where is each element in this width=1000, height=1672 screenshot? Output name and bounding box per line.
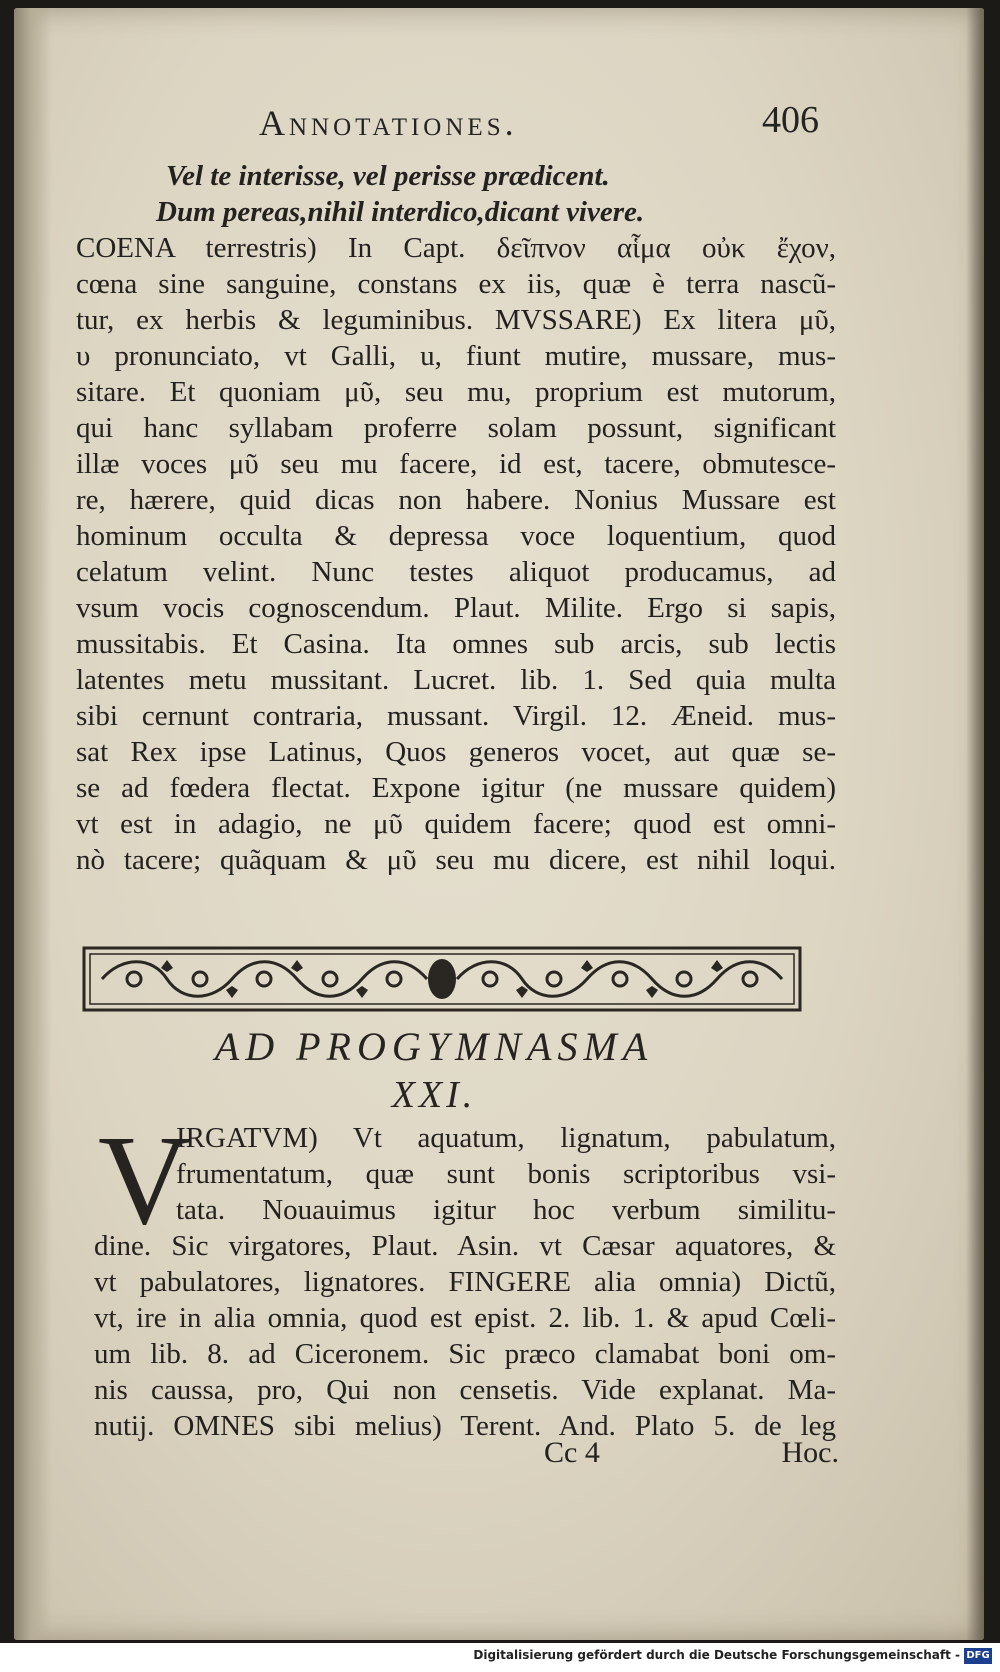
running-title: Annotationes.: [259, 103, 518, 143]
text-line: cœna sine sanguine, constans ex iis, quæ è terra nascũ-: [76, 268, 836, 300]
page-edge-shadow: [966, 8, 984, 1640]
text-line: latentes metu mussitant. Lucret. lib. 1. Sed quia multa: [76, 664, 836, 696]
text-line: illæ voces μῦ seu mu facere, id est, tacere, obmutesce-: [76, 448, 836, 480]
catchword: Hoc.: [781, 1436, 839, 1469]
text-line: re, hærere, quid dicas non habere. Nonius Mussare est: [76, 484, 836, 516]
text-line: vsum vocis cognoscendum. Plaut. Milite. Ergo si sapis,: [76, 592, 836, 624]
drop-cap: V: [98, 1109, 191, 1251]
text-line: hominum occulta & depressa voce loquentium, quod: [76, 520, 836, 552]
running-head: [259, 98, 819, 148]
text-line: mussitabis. Et Casina. Ita omnes sub arcis, sub lectis: [76, 628, 836, 660]
text-line: tur, ex herbis & leguminibus. MVSSARE) Ex litera μῦ,: [76, 304, 836, 336]
text-line: vt pabulatores, lignatores. FINGERE alia omnia) Dictũ,: [94, 1266, 836, 1298]
section-number: XXI.: [391, 1074, 477, 1116]
text-line: nutij. OMNES sibi melius) Terent. And. Plato 5. de leg: [94, 1410, 836, 1442]
text-line: vt, ire in alia omnia, quod est epist. 2. lib. 1. & apud Cœli-: [94, 1302, 836, 1334]
book-page: [14, 8, 984, 1640]
text-line: nò tacere; quãquam & μῦ seu mu dicere, est nihil loqui.: [76, 844, 836, 876]
section-title: AD PROGYMNASMA: [214, 1024, 654, 1069]
text-line: υ pronunciato, vt Galli, u, fiunt mutire, mussare, mus-: [76, 340, 836, 372]
dfg-logo: DFG: [964, 1648, 992, 1664]
text-line: se ad fœdera flectat. Expone igitur (ne mussare quidem): [76, 772, 836, 804]
text-line: nis caussa, pro, Qui non censetis. Vide explanat. Ma-: [94, 1374, 836, 1406]
verse-line: Dum pereas,nihil interdico,dicant vivere.: [156, 196, 645, 228]
page-number: 406: [762, 99, 819, 141]
text-line: dine. Sic virgatores, Plaut. Asin. vt Cæsar aquatores, &: [94, 1230, 836, 1262]
text-line: vt est in adagio, ne μῦ quidem facere; quod est omni-: [76, 808, 836, 840]
text-line: sat Rex ipse Latinus, Quos generos vocet, aut quæ se-: [76, 736, 836, 768]
footer-credit: Digitalisierung gefördert durch die Deutsche Forschungsgemeinschaft -: [473, 1648, 960, 1662]
signature-line: [544, 1436, 839, 1476]
text-line: frumentatum, quæ sunt bonis scriptoribus vsi-: [176, 1158, 836, 1190]
annotation-text: [76, 158, 836, 878]
text-line: tata. Nouauimus igitur hoc verbum similitu-: [176, 1194, 836, 1226]
progymnasma-text: [94, 1120, 836, 1444]
signature-mark: Cc 4: [544, 1436, 600, 1469]
text-line: IRGATVM) Vt aquatum, lignatum, pabulatum,: [176, 1122, 836, 1154]
text-line: celatum velint. Nunc testes aliquot producamus, ad: [76, 556, 836, 588]
text-line: qui hanc syllabam proferre solam possunt, significant: [76, 412, 836, 444]
page-gutter-shadow: [14, 8, 52, 1640]
text-line: sibi cernunt contraria, mussant. Virgil. 12. Æneid. mus-: [76, 700, 836, 732]
text-line: COENA terrestris) In Capt. δεῖπνον αἷμα οὐκ ἔχον,: [76, 232, 836, 264]
verse-line: Vel te interisse, vel perisse prædicent.: [166, 160, 610, 192]
text-line: um lib. 8. ad Ciceronem. Sic præco clamabat boni om-: [94, 1338, 836, 1370]
ornamental-headband: [82, 938, 802, 1018]
digitization-footer: [0, 1643, 1000, 1672]
text-line: sitare. Et quoniam μῦ, seu mu, proprium est mutorum,: [76, 376, 836, 408]
